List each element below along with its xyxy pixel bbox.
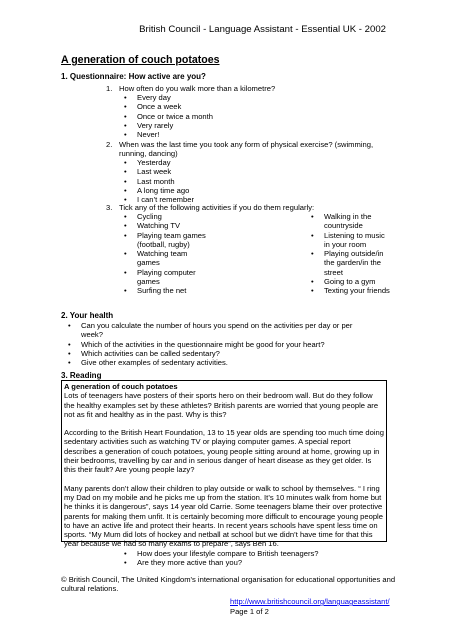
activity-item: • Watching TV: [124, 221, 206, 230]
page-header: British Council - Language Assistant - Essential UK - 2002: [139, 24, 386, 35]
document-title: A generation of couch potatoes: [61, 54, 220, 66]
reading-paragraph: Lots of teenagers have posters of their sports hero on their bedroom wall. But do they follow the healthy examples set by these athletes? British parents are worried that young people are not as fit and healthy as in the past. Why is this?: [64, 391, 379, 419]
section-heading-reading: 3. Reading: [61, 371, 102, 380]
option-item: • Once a week: [124, 102, 344, 111]
question-3-activities-col1: [124, 212, 206, 296]
followup-question-item: • Are they more active than you?: [124, 558, 384, 567]
activity-item: • Surfing the net: [124, 286, 206, 295]
question-1: [106, 84, 399, 93]
health-question-item: • Which of the activities in the questionnaire might be good for your heart?: [68, 340, 368, 349]
footer-copyright: © British Council, The United Kingdom's international organisation for educational opportunities and cultural relations.: [61, 575, 396, 594]
reading-followup-questions: [124, 549, 384, 568]
health-questions: [68, 321, 368, 367]
option-item: • I can’t remember: [124, 195, 344, 204]
activity-item: • Playing team games (football, rugby): [124, 231, 206, 250]
question-number: 2.: [106, 140, 113, 149]
question-2-options: [124, 158, 344, 204]
reading-title: A generation of couch potatoes: [64, 382, 178, 391]
activity-item: • Watching team games: [124, 249, 206, 268]
option-item: • Last week: [124, 167, 344, 176]
activity-item: • Cycling: [124, 212, 206, 221]
reading-text-box: [61, 380, 387, 549]
followup-question-item: • How does your lifestyle compare to British teenagers?: [124, 549, 384, 558]
activity-item: • Listening to music in your room: [311, 231, 391, 250]
reading-paragraph: According to the British Heart Foundation, 13 to 15 year olds are spending too much time doing sedentary activities such as watching TV or playing computer games. A special report describes a generation of couch potatoes, young people sitting around at home, growing up in their bedrooms, travelling by car and in serious danger of heart disease as they get older. Is this their fault? Are young people lazy?: [64, 428, 384, 475]
question-number: 3.: [106, 203, 113, 212]
question-text: How often do you walk more than a kilometre?: [119, 84, 276, 93]
section-heading-questionnaire: 1. Questionnaire: How active are you?: [61, 72, 206, 81]
footer-link[interactable]: http://www.britishcouncil.org/languageassistant/: [230, 597, 390, 606]
option-item: • Very rarely: [124, 121, 344, 130]
activity-item: • Playing computer games: [124, 268, 206, 287]
option-item: • Once or twice a month: [124, 112, 344, 121]
option-item: • Last month: [124, 177, 344, 186]
question-number: 1.: [106, 84, 113, 93]
question-2: [106, 140, 394, 159]
activity-item: • Walking in the countryside: [311, 212, 391, 231]
page-number: Page 1 of 2: [230, 607, 269, 616]
activity-item: • Going to a gym: [311, 277, 391, 286]
option-item: • A long time ago: [124, 186, 344, 195]
activity-item: • Playing outside/in the garden/in the street: [311, 249, 391, 277]
option-item: • Yesterday: [124, 158, 344, 167]
reading-paragraph: Many parents don’t allow their children to play outside or walk to school by themselves. “ I ring my Dad on my mobile and he picks me up from the station. It’s 10 minutes walk from home but he thinks it is dangerous”, says 14 year old Carrie. Some teenagers blame their over protective parents for making them unfit. It is certainly becoming more difficult to encourage young people to have an active life and protect their hearts. In recent years schools have spent less time on sports. “My Mum did lots of hockey and netball at school but we didn’t have time for that this year because we had so many exams to prepare”, says Ben 16.: [64, 483, 383, 549]
question-3: [106, 203, 399, 212]
question-1-options: [124, 93, 344, 139]
health-question-item: • Which activities can be called sedentary?: [68, 349, 368, 358]
health-question-item: • Can you calculate the number of hours you spend on the activities per day or per week?: [68, 321, 368, 340]
option-item: • Never!: [124, 130, 344, 139]
question-text: Tick any of the following activities if you do them regularly:: [119, 203, 315, 212]
question-3-activities-col2: [311, 212, 391, 296]
activity-item: • Texting your friends: [311, 286, 391, 295]
section-heading-health: 2. Your health: [61, 311, 114, 320]
health-question-item: • Give other examples of sedentary activities.: [68, 358, 368, 367]
question-text: When was the last time you took any form of physical exercise? (swimming, running, dancing): [119, 140, 374, 159]
option-item: • Every day: [124, 93, 344, 102]
